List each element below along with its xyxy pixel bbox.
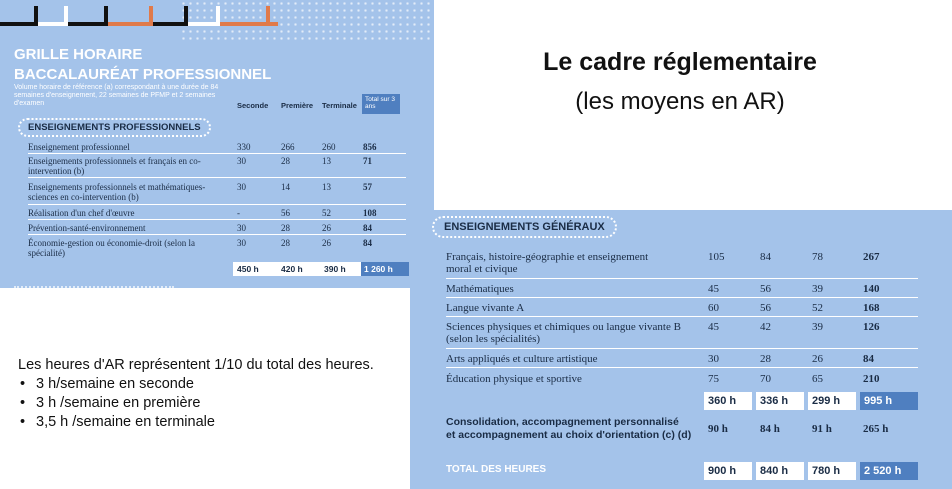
cell-terminale: 91 h [812,423,832,435]
grand-total-terminale: 780 h [808,462,856,480]
cell-terminale: 78 [812,251,823,263]
cell-premiere: 28 [281,238,290,248]
cell-total: 84 [363,223,372,233]
row-label: Réalisation d'un chef d'œuvre [28,208,135,218]
total-terminale: 390 h [320,262,363,276]
cell-premiere: 28 [760,353,771,365]
cell-terminale: 13 [322,156,331,166]
ar-hours-note [18,356,378,432]
total-terminale: 299 h [808,392,856,410]
total-premiere: 336 h [756,392,804,410]
row-label: Mathématiques [446,283,514,295]
cell-total: 210 [863,373,880,385]
col-head-premiere: Première [281,101,314,110]
grand-total-seconde: 900 h [704,462,752,480]
reference-note: Volume horaire de référence (a) correspondant à une durée de 84 semaines d'enseignement, 22 semaines de PFMP et 2 semaines d'examen [14,84,219,107]
row-label: Enseignements professionnels et mathématiques-sciences en co-intervention (b) [28,182,206,202]
cell-total: 108 [363,208,377,218]
list-item: • 3,5 h /semaine en terminale [18,413,378,432]
cell-premiere: 56 [760,302,771,314]
total-premiere: 420 h [277,262,322,276]
row-label: Économie-gestion ou économie-droit (selon la spécialité) [28,238,195,258]
row-label: Enseignement professionnel [28,142,130,152]
cell-seconde: - [237,208,240,218]
row-label: Éducation physique et sportive [446,373,582,385]
total-seconde: 450 h [233,262,279,276]
cell-terminale: 26 [812,353,823,365]
cell-total: 126 [863,321,880,333]
section-label-general: ENSEIGNEMENTS GÉNÉRAUX [432,216,617,238]
ar-bullet-list [18,375,378,432]
section-label-professional: ENSEIGNEMENTS PROFESSIONNELS [18,118,211,137]
col-head-total: Total sur 3 ans [362,94,400,114]
cell-seconde: 90 h [708,423,728,435]
cell-total: 265 h [863,423,889,435]
row-label: Langue vivante A [446,302,525,314]
cell-terminale: 13 [322,182,331,192]
row-divider [446,297,918,298]
cell-total: 168 [863,302,880,314]
cell-premiere: 42 [760,321,771,333]
grand-total-all: 2 520 h [860,462,918,480]
list-item: • 3 h /semaine en première [18,394,378,413]
total-all: 995 h [860,392,918,410]
total-seconde: 360 h [704,392,752,410]
consolidation-label-line1: Consolidation, accompagnement personnalisé [446,416,679,428]
cell-seconde: 60 [708,302,719,314]
cell-premiere: 56 [281,208,290,218]
row-divider [446,316,918,317]
total-all: 1 260 h [361,262,409,276]
row-divider [28,219,406,220]
cell-terminale: 26 [322,223,331,233]
cell-total: 856 [363,142,377,152]
cell-total: 57 [363,182,372,192]
cell-premiere: 56 [760,283,771,295]
row-divider [28,234,406,235]
cell-premiere: 28 [281,223,290,233]
ar-note-text: Les heures d'AR représentent 1/10 du total des heures. [18,357,374,373]
cell-seconde: 105 [708,251,725,263]
cell-premiere: 266 [281,142,295,152]
cell-terminale: 39 [812,283,823,295]
cell-seconde: 30 [237,238,246,248]
col-head-terminale: Terminale [322,101,357,110]
row-label: Français, histoire-géographie et enseignement moral et civique [446,251,649,275]
cell-seconde: 30 [237,156,246,166]
decorative-dotted-edge [14,286,174,290]
row-divider [446,348,918,349]
cell-seconde: 75 [708,373,719,385]
row-label: Enseignements professionnels et français en co-intervention (b) [28,156,201,176]
col-head-seconde: Seconde [237,101,269,110]
list-item: • 3 h/semaine en seconde [18,375,378,394]
cell-seconde: 45 [708,321,719,333]
row-label: Sciences physiques et chimiques ou langue vivante B (selon les spécialités) [446,321,681,345]
cell-seconde: 30 [708,353,719,365]
cell-total: 84 [363,238,372,248]
cell-seconde: 330 [237,142,251,152]
row-divider [28,204,406,205]
row-label: Prévention-santé-environnement [28,223,146,233]
consolidation-label-line2: et accompagnement au choix d'orientation (c) (d) [446,429,692,441]
cell-total: 84 [863,353,874,365]
cell-premiere: 14 [281,182,290,192]
row-divider [28,177,406,178]
cell-seconde: 30 [237,223,246,233]
cell-total: 267 [863,251,880,263]
cell-terminale: 260 [322,142,336,152]
cell-premiere: 28 [281,156,290,166]
grand-total-label: TOTAL DES HEURES [446,464,547,475]
cell-total: 71 [363,156,372,166]
slide-subtitle: (les moyens en AR) [575,88,785,115]
grid-title: GRILLE HORAIRE [14,46,143,63]
slide-title: Le cadre réglementaire [543,48,817,76]
row-label: Arts appliqués et culture artistique [446,353,598,365]
grand-total-premiere: 840 h [756,462,804,480]
cell-terminale: 52 [812,302,823,314]
cell-seconde: 45 [708,283,719,295]
row-divider [446,367,918,368]
cell-premiere: 84 [760,251,771,263]
grid-subtitle: BACCALAURÉAT PROFESSIONNEL [14,66,272,83]
cell-premiere: 84 h [760,423,780,435]
cell-seconde: 30 [237,182,246,192]
row-divider [28,153,406,154]
cell-terminale: 26 [322,238,331,248]
cell-premiere: 70 [760,373,771,385]
row-divider [446,278,918,279]
cell-terminale: 65 [812,373,823,385]
cell-total: 140 [863,283,880,295]
cell-terminale: 52 [322,208,331,218]
cell-terminale: 39 [812,321,823,333]
